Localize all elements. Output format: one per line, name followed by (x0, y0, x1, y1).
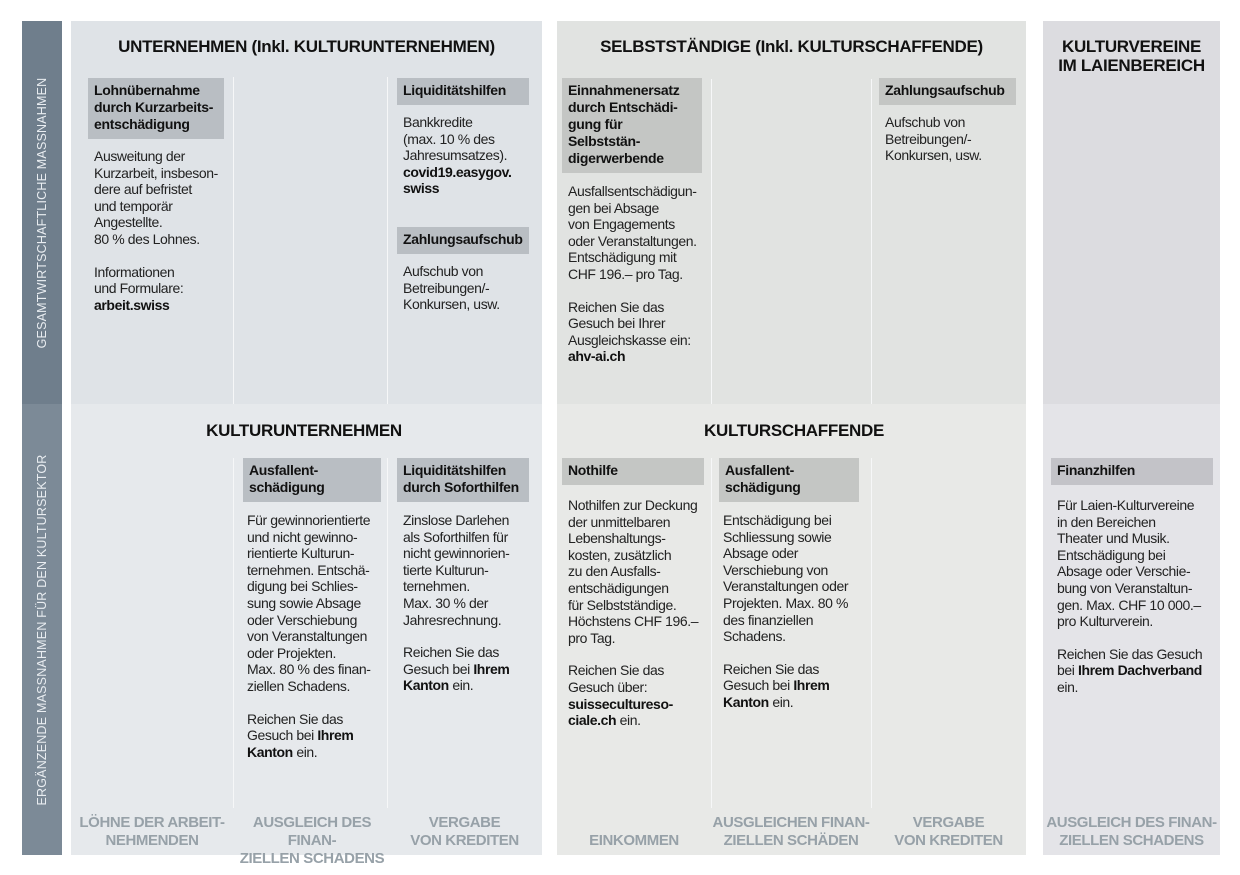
card-finanzhilfen (1051, 458, 1211, 712)
body-line: Betreibungen/- (403, 279, 490, 296)
card-heading (397, 458, 529, 502)
heading-line: entschädigung (94, 116, 190, 132)
group-title-kulturvereine: KULTURVEREINE IM LAIENBEREICH (1058, 37, 1205, 75)
card-body: Nothilfen zur Deckung der unmittelbaren Lebenshaltungs- kosten, zusätzlich zu den Ausfalls- entschädigungen für Selbstständige. Höchstens CHF 196.– pro Tag. Reichen Sie das Gesuch über: suissecultureso- ciale.ch ein. (568, 497, 699, 729)
heading-line: Lohnübernahme (94, 82, 200, 98)
group-title-unternehmen: UNTERNEHMEN (Inkl. KULTURUNTERNEHMEN) (118, 37, 495, 56)
panel-selbststaendige-bottom (557, 404, 1026, 855)
card-body: Zinslose Darlehen als Soforthilfen für nicht gewinnorien- tierte Kulturun- ternehmen. Max. 30 % der Jahresrechnung. Reichen Sie das Gesuch bei Ihrem Kanton ein. (403, 512, 510, 694)
card-heading: Einnahmenersatz durch Entschädi- gung für Selbststän- digerwerbende (562, 78, 702, 173)
column-divider (871, 79, 872, 404)
card-zahlungsaufschub-selbststaendige (879, 78, 1016, 180)
card-zahlungsaufschub (397, 227, 529, 329)
card-heading (243, 458, 381, 502)
card-ausfallentschaedigung-kulturschaffende (719, 458, 859, 727)
card-heading: Nothilfe (562, 458, 704, 485)
card-body (397, 105, 529, 197)
body-line: (max. 10 % des (403, 130, 495, 147)
heading-line: Liquiditätshilfen (403, 462, 507, 478)
footer-ausgleich: AUSGLEICH DES FINAN- ZIELLEN SCHADENS (239, 814, 385, 867)
group-title-kulturschaffende: KULTURSCHAFFENDE (704, 421, 884, 440)
column-divider (711, 79, 712, 404)
card-body: Für gewinnorientierte und nicht gewinno- rientierte Kulturun- ternehmen. Entschä- digung bei Schlies- sung sowie Absage oder Verschiebung von Veranstaltungen oder Projekten. Max. 80 % des finan- ziellen Schadens. Reichen Sie das Gesuch bei Ihrem Kanton ein. (247, 512, 371, 760)
footer-loehne: LÖHNE DER ARBEIT- NEHMENDEN (79, 814, 225, 849)
panel-unternehmen-bottom (71, 404, 542, 867)
column-divider (387, 77, 388, 404)
card-heading: Finanzhilfen (1051, 458, 1213, 485)
card-body (88, 139, 224, 313)
column-divider (711, 458, 712, 808)
body-line: Bankkredite (403, 114, 473, 130)
link-covid19-easygov[interactable]: covid19.easygov. swiss (403, 163, 512, 197)
side-band-label-bottom: ERGÄNZENDE MASSNAHMEN FÜR DEN KULTURSEKTOR (35, 453, 49, 806)
card-heading: Ausfallent- schädigung (719, 458, 859, 502)
column-divider (871, 458, 872, 808)
body-line: Angestellte. (94, 214, 163, 231)
panel-vereine-top (1043, 21, 1220, 404)
card-heading: Liquiditätshilfen (397, 78, 529, 105)
side-band-kultursektor (22, 404, 62, 855)
heading-line: schädigung (249, 479, 325, 495)
card-heading: Zahlungsaufschub (879, 78, 1016, 105)
side-band-gesamtwirtschaftlich (22, 21, 62, 404)
body-line: dere auf befristet (94, 181, 192, 198)
body-line: Informationen (94, 263, 175, 280)
body-line: 80 % des Lohnes. (94, 230, 200, 247)
card-einnahmenersatz (562, 78, 702, 381)
card-ausfallentschaedigung-unternehmen (243, 458, 381, 776)
body-line: Konkursen, usw. (403, 296, 500, 313)
footer-vergabe-selbststaendige: VERGABE VON KREDITEN (894, 814, 1003, 849)
body-line: Kurzarbeit, insbeson- (94, 164, 218, 181)
group-title-selbststaendige: SELBSTSTÄNDIGE (Inkl. KULTURSCHAFFENDE) (600, 37, 983, 56)
panel-selbststaendige-top (557, 21, 1026, 404)
card-body (397, 254, 529, 313)
body-line: Ausweitung der (94, 148, 185, 164)
side-band-label-top: GESAMTWIRTSCHAFTLICHE MASSNAHMEN (35, 77, 49, 348)
card-body: Ausfallsentschädigun- gen bei Absage von Engagements oder Veranstaltungen. Entschädigung mit CHF 196.– pro Tag. Reichen Sie das Gesuch bei Ihrer Ausgleichskasse ein: ahv-ai.ch (568, 183, 697, 365)
card-liquiditaetshilfen (397, 78, 529, 213)
card-body: Aufschub von Betreibungen/- Konkursen, usw. (885, 114, 982, 164)
column-divider (233, 77, 234, 404)
panel-vereine-bottom (1043, 404, 1220, 855)
column-divider (387, 458, 388, 808)
body-line: Jahresumsatzes). (403, 147, 508, 164)
card-liquiditaetshilfen-soforthilfen (397, 458, 529, 710)
panel-unternehmen-top (71, 21, 542, 404)
heading-line: durch Kurzarbeits- (94, 99, 214, 115)
link-suisseculturesociale[interactable]: suissecultureso- ciale.ch (568, 695, 673, 729)
link-ahv-ai[interactable]: ahv-ai.ch (568, 348, 626, 365)
card-body: Für Laien-Kulturvereine in den Bereichen Theater und Musik. Entschädigung bei Absage oder Verschie- bung von Veranstaltun- gen. Max. CHF 10 000.– pro Kulturverein. Reichen Sie das Gesuch bei Ihrem Dachverband ein. (1057, 497, 1203, 695)
card-lohnuebernahme (88, 78, 224, 329)
footer-vergabe: VERGABE VON KREDITEN (410, 814, 519, 849)
card-heading: Zahlungsaufschub (397, 227, 529, 254)
card-nothilfe (562, 458, 704, 745)
card-heading (88, 78, 224, 139)
card-body: Entschädigung bei Schliessung sowie Absage oder Verschiebung von Veranstaltungen oder Projekten. Max. 80 % des finanziellen Schadens. Reichen Sie das Gesuch bei Ihrem Kanton ein. (723, 512, 849, 710)
group-title-kulturunternehmen: KULTURUNTERNEHMEN (206, 421, 402, 440)
footer-einkommen: EINKOMMEN (589, 832, 679, 849)
column-divider (233, 458, 234, 808)
heading-line: Ausfallent- (249, 462, 319, 478)
heading-line: durch Soforthilfen (403, 479, 519, 495)
footer-ausgleich-vereine: AUSGLEICH DES FINAN- ZIELLEN SCHADENS (1046, 814, 1217, 849)
body-line: Aufschub von (403, 263, 484, 279)
footer-ausgleichen: AUSGLEICHEN FINAN- ZIELLEN SCHÄDEN (712, 814, 870, 849)
link-arbeit-swiss[interactable]: arbeit.swiss (94, 296, 170, 313)
body-line: und temporär (94, 197, 173, 214)
body-line: und Formulare: (94, 280, 184, 297)
